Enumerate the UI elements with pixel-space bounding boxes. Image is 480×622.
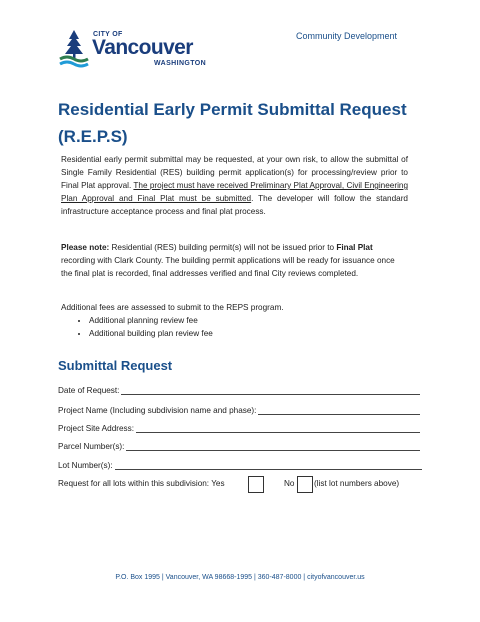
site-address-field[interactable]	[136, 424, 420, 433]
lot-number-label: Lot Number(s):	[58, 461, 113, 470]
list-item: • Additional planning review fee	[89, 314, 408, 327]
logo-state: WASHINGTON	[154, 60, 207, 67]
parcel-number-row	[58, 439, 420, 451]
lot-number-field[interactable]	[115, 461, 422, 470]
fees-section	[61, 301, 408, 340]
intro-requirements-underlined: The project must have received Preliminary Plat Approval, Civil Engineering Plan Approval and Final Plat must be submitted	[61, 181, 408, 203]
note-text-2: recording with Clark County. The building permit applications will be ready for issuance once the final plat is recorded, final addresses verified and final City reviews completed.	[61, 256, 395, 278]
fees-intro: Additional fees are assessed to submit to the REPS program.	[61, 303, 284, 312]
yes-checkbox[interactable]	[248, 476, 264, 493]
all-lots-label: Request for all lots within this subdivision: Yes	[58, 479, 225, 488]
date-of-request-field[interactable]	[121, 386, 420, 395]
all-lots-hint: (list lot numbers above)	[314, 479, 400, 488]
project-name-label: Project Name (Including subdivision name and phase):	[58, 406, 257, 415]
note-text-1: Residential (RES) building permit(s) will not be issued prior to	[109, 243, 337, 252]
department-name: Community Development	[296, 31, 398, 41]
note-paragraph	[61, 241, 408, 280]
project-name-row	[58, 403, 420, 415]
fees-list	[61, 314, 408, 340]
date-of-request-label: Date of Request:	[58, 386, 120, 395]
note-final-plat: Final Plat	[336, 243, 373, 252]
site-address-row	[58, 421, 420, 433]
note-label: Please note:	[61, 243, 110, 252]
project-name-field[interactable]	[258, 406, 420, 415]
parcel-number-field[interactable]	[126, 442, 420, 451]
logo-city-name: Vancouver	[92, 36, 193, 59]
intro-text-1: Residential early permit submittal may be requested, at your own risk, to allow the submittal of Single Family Residential (RES) building permit application(s) for processing/review prior to Final Plat approval.	[61, 155, 408, 190]
intro-paragraph	[61, 153, 408, 218]
page-title: Residential Early Permit Submittal Request (R.E.P.S)	[58, 100, 407, 146]
tree-waves-icon	[59, 29, 89, 69]
submittal-heading: Submittal Request	[58, 358, 173, 373]
intro-text-2: . The developer will follow the standard infrastructure acceptance process and final plat process.	[61, 194, 408, 216]
list-item: • Additional building plan review fee	[89, 327, 408, 340]
city-logo	[59, 29, 207, 71]
footer-contact: P.O. Box 1995 | Vancouver, WA 98668-1995 | 360-487-8000 | cityofvancouver.us	[115, 574, 365, 581]
logo-city-of: CITY OF	[93, 31, 123, 38]
site-address-label: Project Site Address:	[58, 424, 134, 433]
date-of-request-row	[58, 383, 420, 395]
lot-number-row	[58, 458, 422, 470]
no-checkbox[interactable]	[297, 476, 313, 493]
all-lots-row	[58, 476, 420, 494]
no-label: No	[284, 479, 295, 488]
parcel-number-label: Parcel Number(s):	[58, 442, 125, 451]
